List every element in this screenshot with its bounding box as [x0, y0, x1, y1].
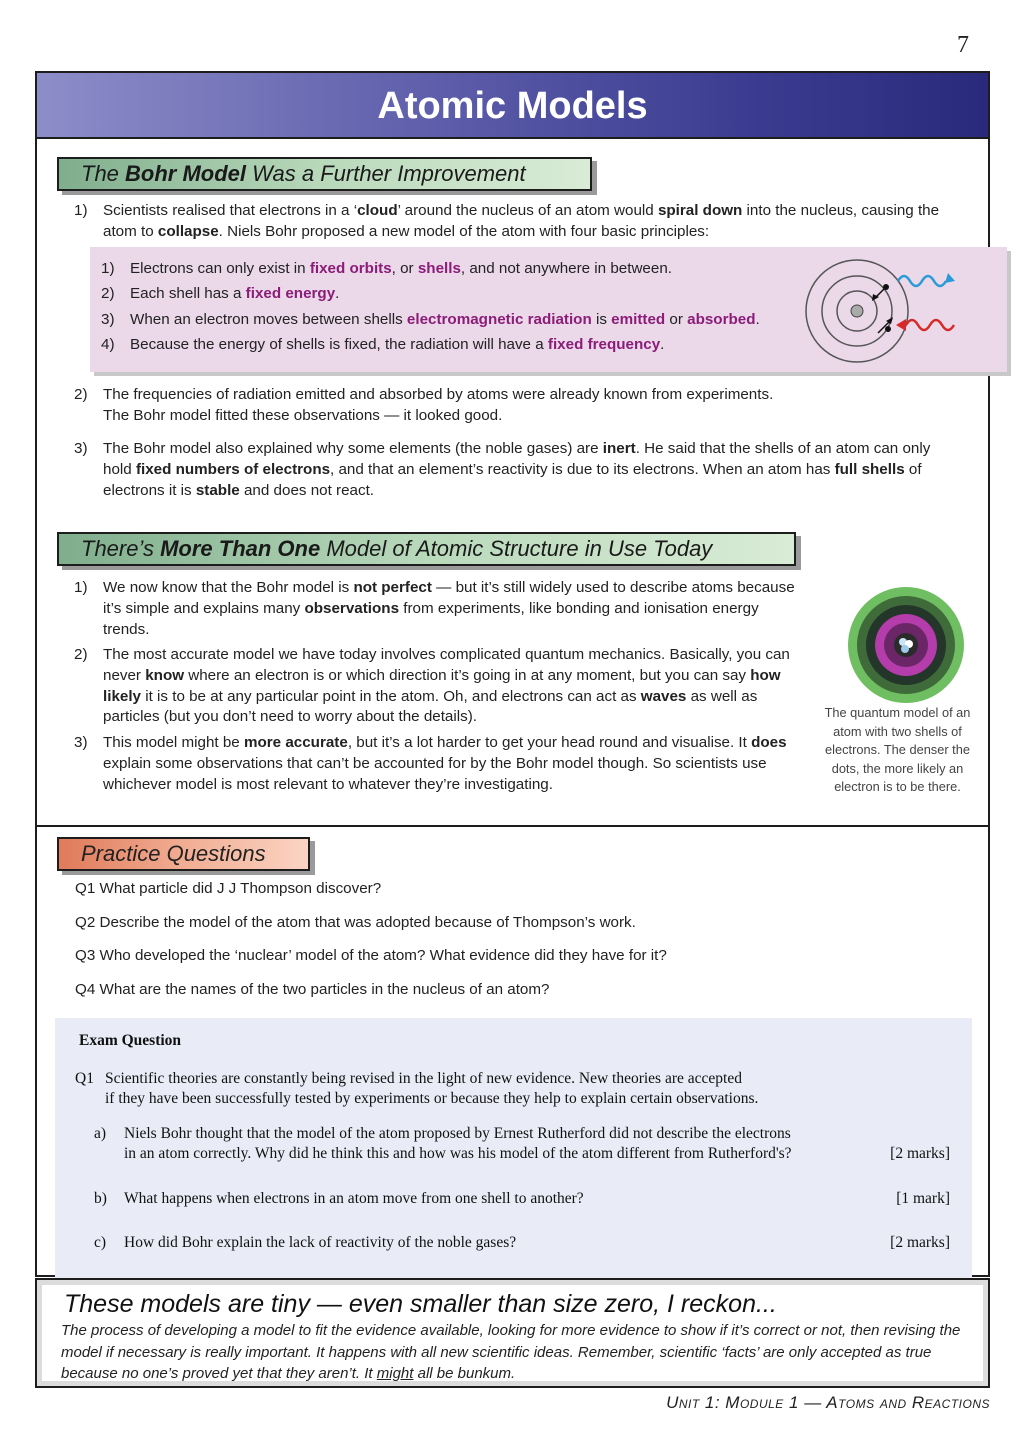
principle-1: 1) Electrons can only exist in fixed orbits, or shells, and not anywhere in between.: [101, 260, 672, 277]
page-title: Atomic Models: [377, 85, 648, 127]
s1-paragraph-1: [74, 201, 954, 243]
practice-question: Q4 What are the names of the two particles in the nucleus of an atom?: [75, 981, 550, 998]
section-divider: [37, 825, 988, 827]
heading-bold-text: Bohr Model: [125, 161, 247, 186]
principle-3: 3) When an electron moves between shells electromagnetic radiation is emitted or absorbed.: [101, 311, 760, 328]
section-heading-bohr: [57, 157, 592, 191]
unit-label: Unit 1: Module 1 — Atoms and Reactions: [666, 1393, 990, 1412]
s2-paragraph-2: 2) The most accurate model we have today involves complicated quantum mechanics. Basically, you can never know where an electron is or which direction it’s going in at any moment, but you can say how likely it is to be at any particular point in the atom. Oh, and electrons can act as waves as well as particles (but you don’t need to worry about the details).: [74, 646, 790, 726]
section-heading-models: There’s More Than One Model of Atomic Structure in Use Today: [57, 532, 796, 566]
bohr-atom-diagram: [802, 251, 1002, 371]
heading-text: The: [81, 161, 126, 186]
quantum-atom-diagram: [845, 584, 967, 706]
exam-q-label: Q1: [75, 1070, 94, 1087]
principle-4: 4) Because the energy of shells is fixed, the radiation will have a fixed frequency.: [101, 336, 665, 353]
practice-question: Q3 Who developed the ‘nuclear’ model of the atom? What evidence did they have for it?: [75, 947, 667, 964]
practice-questions-heading: Practice Questions: [57, 837, 310, 871]
s1-paragraph-3: 3) The Bohr model also explained why some elements (the noble gases) are inert. He said that the shells of an atom can only hold fixed numbers of electrons, and that an element’s reactivity is due to its electrons. When an atom has full shells of electrons it is stable and does not react.: [74, 440, 931, 499]
paragraph-text: Scientists realised that electrons in a ‘cloud’ around the nucleus of an atom would spiral down into the nucleus, causing the atom to collapse. Niels Bohr proposed a new model of the atom with four basic principles:: [103, 202, 940, 240]
principle-2: 2) Each shell has a fixed energy.: [101, 285, 340, 302]
page-number: 7: [957, 32, 969, 58]
title-bar: [37, 73, 988, 139]
s1-paragraph-2: 2) The frequencies of radiation emitted and absorbed by atoms were already known from experiments. The Bohr model fitted these observations — it looked good.: [74, 386, 774, 424]
quantum-figure-caption: The quantum model of an atom with two shells of electrons. The denser the dots, the more likely an electron is to be there.: [824, 705, 971, 794]
nucleus-dot: [851, 305, 863, 317]
summary-text: The process of developing a model to fit the evidence available, looking for more evidence to show if it’s correct or not, then revising the model if necessary is really important. It happens with all new scientific ideas. Remember, scientific ‘facts’ are only accepted as true because no one’s proved yet that they aren’t. It might all be bunkum.: [61, 1322, 961, 1382]
s2-paragraph-3: 3) This model might be more accurate, but it’s a lot harder to get your head round and visualise. It does explain some observations that can’t be accounted for by the Bohr model though. So scientists use whichever model is most relevant to whatever they’re investigating.: [74, 734, 787, 793]
arrowhead: [945, 273, 955, 283]
practice-question: Q1 What particle did J J Thompson discover?: [75, 880, 382, 897]
bohr-principles-box: [90, 247, 1007, 372]
heading-text: Was a Further Improvement: [246, 161, 526, 186]
nucleon-dot: [901, 645, 909, 653]
absorbed-wave-icon: [906, 320, 954, 330]
summary-box: [35, 1278, 990, 1388]
arrowhead: [896, 319, 906, 331]
electron-dot: [885, 326, 891, 332]
emitted-wave-icon: [898, 276, 946, 286]
summary-title: These models are tiny — even smaller than size zero, I reckon...: [64, 1290, 777, 1318]
practice-question: Q2 Describe the model of the atom that was adopted because of Thompson’s work.: [75, 914, 636, 931]
exam-heading: Exam Question: [79, 1032, 182, 1049]
s2-paragraph-1: 1) We now know that the Bohr model is not perfect — but it’s still widely used to describe atoms because it’s simple and explains many observations from experiments, like bonding and ionisation energy trends.: [74, 579, 795, 638]
paragraph-number: 1): [74, 202, 88, 219]
exam-question-box: Exam Question Q1 Scientific theories are constantly being revised in the light of new evidence. New theories are accepted if they have been successfully tested by experiments or because they help to explain certain observations. a) Niels Bohr thought that the model of the atom proposed by Ernest Rutherford did not describe the electrons in an atom correctly. Why did he think this and how was his model of the atom different from Rutherford's? [2 marks] b) What happens when electrons in an atom move from one shell to another? [1 mark] c) How did Bohr explain the lack of reactivity of the noble gases? [2 marks]: [55, 1018, 972, 1278]
